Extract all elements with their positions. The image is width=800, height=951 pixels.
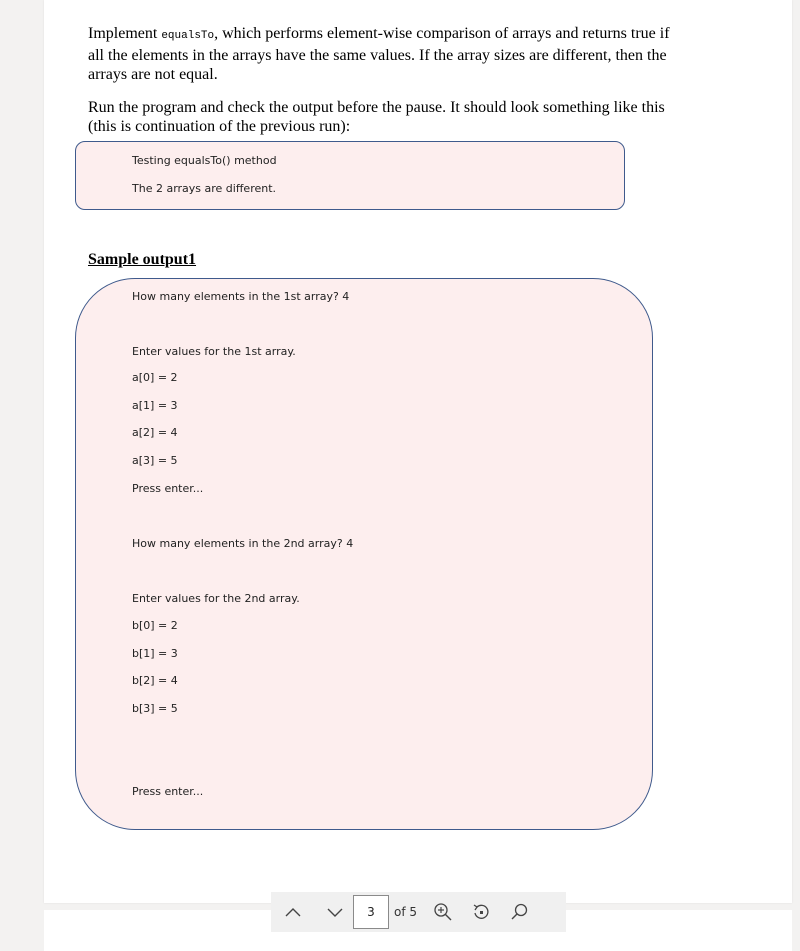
output-line: How many elements in the 1st array? 4 xyxy=(132,290,350,303)
output-box-sample xyxy=(75,278,653,830)
output-line: a[0] = 2 xyxy=(132,371,178,384)
page-number-input[interactable] xyxy=(353,895,389,929)
output-line: b[2] = 4 xyxy=(132,674,178,687)
output-line: a[3] = 5 xyxy=(132,454,178,467)
output-box-testing xyxy=(75,141,625,210)
output-line: Press enter... xyxy=(132,482,204,495)
previous-page-button[interactable] xyxy=(279,898,307,926)
chevron-up-icon xyxy=(284,906,302,918)
output-line: a[1] = 3 xyxy=(132,399,178,412)
output-line: b[3] = 5 xyxy=(132,702,178,715)
next-page-button[interactable] xyxy=(321,898,349,926)
sample-output-heading: Sample output1 xyxy=(88,251,197,268)
para1-text-after: , which performs element-wise comparison of arrays and returns true if all the elements in the arrays have the same values. If the array sizes are different, then the arrays are not equal. xyxy=(88,25,670,83)
zoom-in-icon xyxy=(433,902,453,922)
output-line: The 2 arrays are different. xyxy=(132,182,277,195)
output-line: a[2] = 4 xyxy=(132,426,178,439)
para1-text-before: Implement xyxy=(88,25,162,42)
rotate-button[interactable] xyxy=(467,898,495,926)
paragraph-run-program: Run the program and check the output before the pause. It should look something like this (this is continuation of the previous run): xyxy=(88,99,665,135)
output-line: Press enter... xyxy=(132,785,204,798)
chevron-down-icon xyxy=(326,906,344,918)
para1-code: equalsTo xyxy=(161,30,215,42)
output-line: b[1] = 3 xyxy=(132,647,178,660)
output-line: Enter values for the 2nd array. xyxy=(132,592,300,605)
search-icon xyxy=(509,902,529,922)
page-navigation-toolbar xyxy=(271,892,566,932)
search-button[interactable] xyxy=(505,898,533,926)
output-line: How many elements in the 2nd array? 4 xyxy=(132,537,354,550)
zoom-in-button[interactable] xyxy=(429,898,457,926)
output-line: b[0] = 2 xyxy=(132,619,178,632)
output-line: Testing equalsTo() method xyxy=(132,154,277,167)
paragraph-implement-equalsto xyxy=(88,24,678,84)
output-line: Enter values for the 1st array. xyxy=(132,345,296,358)
rotate-icon xyxy=(471,902,491,922)
page-count-label: of 5 xyxy=(394,905,418,919)
